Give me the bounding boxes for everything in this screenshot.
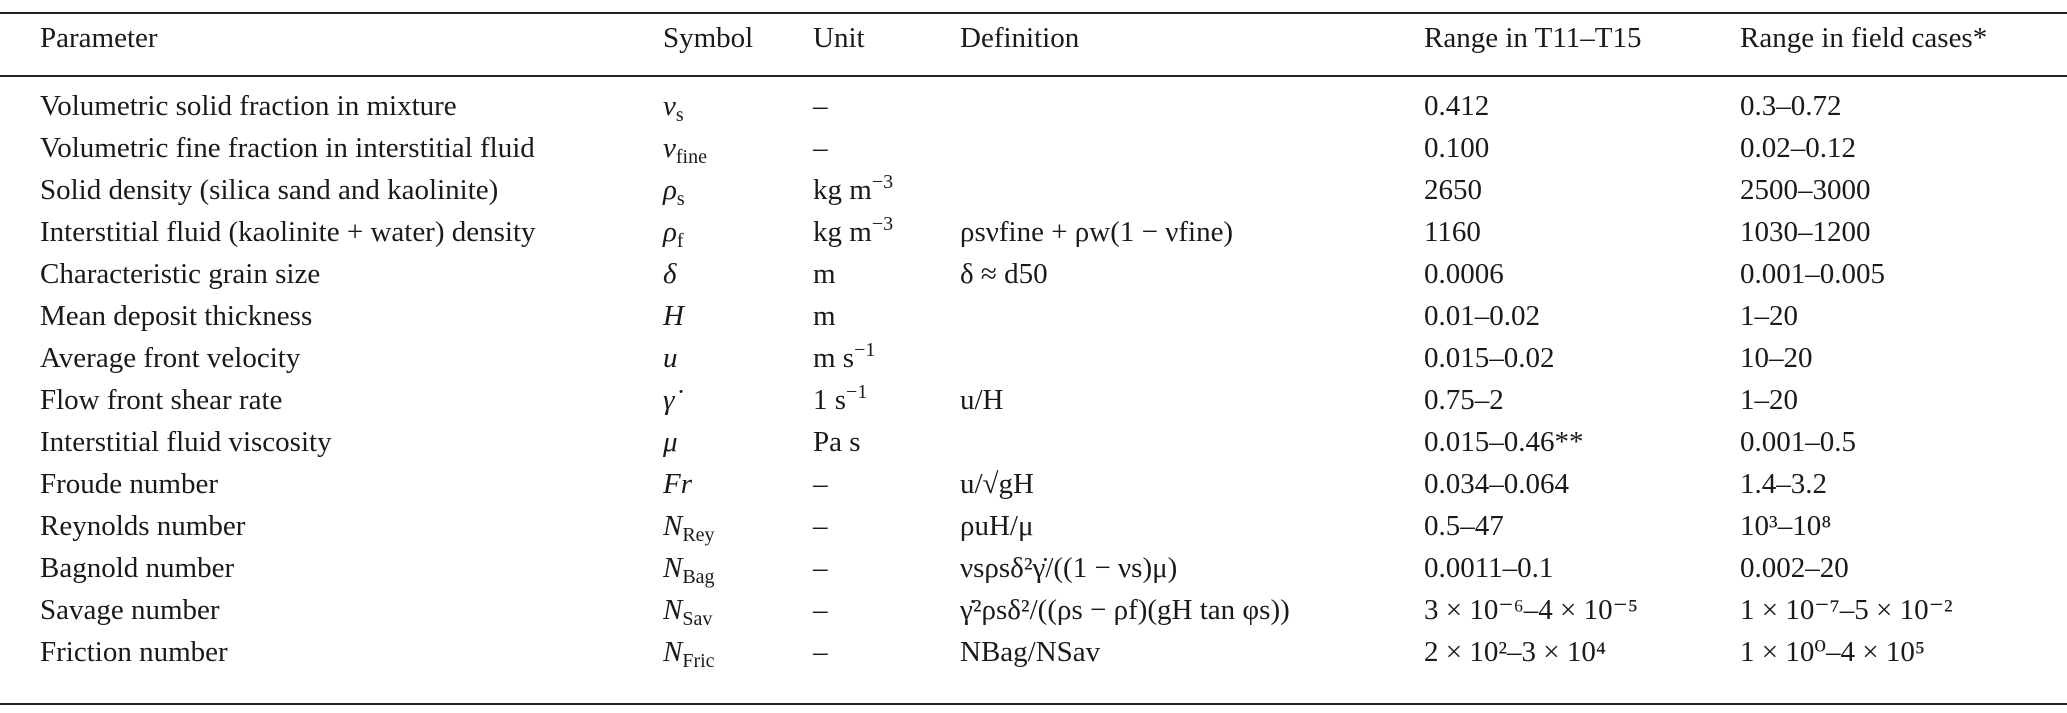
cell-symbol: $\nu_s$ (663, 90, 684, 126)
table-row (0, 505, 2067, 547)
cell-symbol: $N_{Sav}$ (663, 594, 713, 630)
cell-range-lab: 2650 (1424, 174, 1482, 206)
cell-unit: – (813, 636, 828, 668)
header-range-lab: Range in T11–T15 (1424, 22, 1642, 54)
cell-symbol: $\rho_f$ (663, 216, 684, 252)
cell-parameter: Interstitial fluid viscosity (40, 426, 332, 458)
cell-symbol: $N_{Bag}$ (663, 552, 715, 588)
cell-unit: kg $m^{-3}$ (813, 213, 894, 248)
cell-parameter: Froude number (40, 468, 218, 500)
cell-parameter: Mean deposit thickness (40, 300, 313, 332)
table-row (0, 253, 2067, 295)
cell-parameter: Characteristic grain size (40, 258, 321, 290)
cell-parameter: Interstitial fluid (kaolinite + water) density (40, 216, 536, 248)
cell-definition: γ̇²ρsδ²/((ρs − ρf)(gH tan φs)) (960, 594, 1290, 626)
cell-range-lab: 0.034–0.064 (1424, 468, 1569, 500)
cell-range-lab: 0.75–2 (1424, 384, 1504, 416)
cell-symbol: H (663, 300, 684, 332)
cell-symbol: γ̇ (663, 384, 675, 416)
cell-unit: 1 $s^{-1}$ (813, 381, 868, 416)
cell-symbol: $\rho_s$ (663, 174, 685, 210)
table-row (0, 589, 2067, 631)
cell-symbol: δ (663, 258, 677, 290)
cell-symbol: Fr (663, 468, 692, 500)
cell-definition: NBag/NSav (960, 636, 1101, 668)
cell-symbol: μ (663, 426, 678, 458)
cell-parameter: Friction number (40, 636, 228, 668)
cell-definition: ρsνfine + ρw(1 − νfine) (960, 216, 1234, 248)
cell-definition: u/√gH (960, 468, 1034, 500)
cell-unit: – (813, 468, 828, 500)
cell-range-lab: 1160 (1424, 216, 1481, 248)
cell-range-field: 0.001–0.5 (1740, 426, 1856, 458)
table-row (0, 169, 2067, 211)
cell-range-lab: 2 × 10²–3 × 10⁴ (1424, 636, 1607, 668)
header-parameter: Parameter (40, 22, 158, 54)
cell-unit: – (813, 510, 828, 542)
cell-parameter: Flow front shear rate (40, 384, 283, 416)
header-definition: Definition (960, 22, 1080, 54)
cell-range-field: 1–20 (1740, 384, 1798, 416)
cell-range-lab: 0.412 (1424, 90, 1490, 122)
cell-range-field: 0.3–0.72 (1740, 90, 1842, 122)
cell-parameter: Reynolds number (40, 510, 246, 542)
cell-range-field: 0.002–20 (1740, 552, 1849, 584)
cell-unit: m (813, 258, 836, 290)
table-row (0, 463, 2067, 505)
cell-range-lab: 0.100 (1424, 132, 1490, 164)
cell-range-field: 1–20 (1740, 300, 1798, 332)
cell-range-field: 0.001–0.005 (1740, 258, 1885, 290)
cell-symbol: $\nu_{fine}$ (663, 132, 707, 168)
cell-symbol: $N_{Rey}$ (663, 510, 715, 546)
table-row (0, 85, 2067, 127)
cell-range-field: 0.02–0.12 (1740, 132, 1856, 164)
header-symbol: Symbol (663, 22, 754, 54)
cell-range-lab: 0.01–0.02 (1424, 300, 1540, 332)
cell-definition: δ ≈ d50 (960, 258, 1048, 290)
cell-parameter: Solid density (silica sand and kaolinite) (40, 174, 499, 206)
cell-range-field: 2500–3000 (1740, 174, 1871, 206)
cell-range-field: 10–20 (1740, 342, 1813, 374)
cell-parameter: Savage number (40, 594, 220, 626)
cell-range-lab: 0.015–0.02 (1424, 342, 1555, 374)
cell-range-field: 1030–1200 (1740, 216, 1871, 248)
cell-range-lab: 0.0011–0.1 (1424, 552, 1554, 584)
cell-range-lab: 0.5–47 (1424, 510, 1504, 542)
table-row (0, 421, 2067, 463)
cell-unit: kg $m^{-3}$ (813, 171, 894, 206)
cell-definition: ρuH/μ (960, 510, 1034, 542)
table-row (0, 631, 2067, 673)
header-unit: Unit (813, 22, 865, 54)
cell-range-lab: 3 × 10⁻⁶–4 × 10⁻⁵ (1424, 594, 1639, 626)
cell-unit: m $s^{-1}$ (813, 339, 876, 374)
cell-definition: u/H (960, 384, 1004, 416)
table-row (0, 547, 2067, 589)
cell-range-field: 10³–10⁸ (1740, 510, 1832, 542)
table-top-rule (0, 12, 2067, 14)
table-row (0, 379, 2067, 421)
cell-parameter: Average front velocity (40, 342, 301, 374)
cell-range-lab: 0.0006 (1424, 258, 1504, 290)
cell-unit: Pa s (813, 426, 861, 458)
table-row (0, 295, 2067, 337)
table-header-rule (0, 75, 2067, 77)
table-row (0, 337, 2067, 379)
cell-unit: – (813, 132, 828, 164)
cell-range-field: 1 × 10⁰–4 × 10⁵ (1740, 636, 1925, 668)
cell-symbol: $N_{Fric}$ (663, 636, 715, 672)
cell-parameter: Volumetric fine fraction in interstitial fluid (40, 132, 535, 164)
cell-unit: m (813, 300, 836, 332)
table-row (0, 127, 2067, 169)
table-row (0, 211, 2067, 253)
cell-range-lab: 0.015–0.46** (1424, 426, 1584, 458)
cell-unit: – (813, 594, 828, 626)
cell-parameter: Bagnold number (40, 552, 235, 584)
table-bottom-rule (0, 703, 2067, 705)
cell-parameter: Volumetric solid fraction in mixture (40, 90, 457, 122)
cell-range-field: 1 × 10⁻⁷–5 × 10⁻² (1740, 594, 1953, 626)
cell-definition: νsρsδ²γ̇/((1 − νs)μ) (960, 552, 1178, 584)
cell-range-field: 1.4–3.2 (1740, 468, 1827, 500)
cell-unit: – (813, 552, 828, 584)
cell-symbol: u (663, 342, 678, 374)
header-range-field: Range in field cases* (1740, 22, 1988, 54)
cell-unit: – (813, 90, 828, 122)
